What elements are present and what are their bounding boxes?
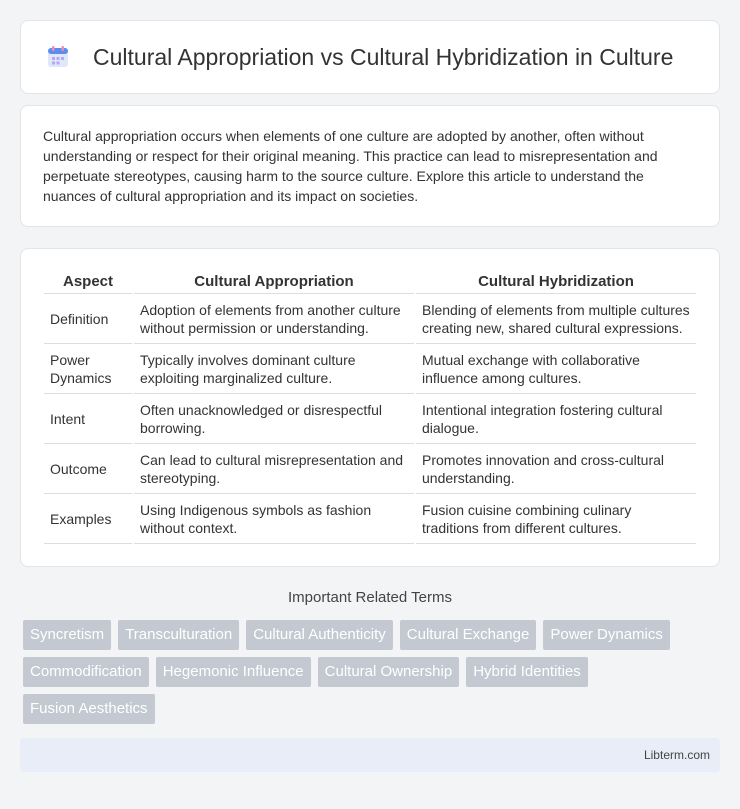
- row-aspect: Power Dynamics: [44, 344, 132, 394]
- table-row: [44, 444, 696, 494]
- header-hybridization: Cultural Hybridization: [416, 269, 696, 294]
- row-appropriation: Adoption of elements from another culture without permission or understanding.: [134, 294, 414, 344]
- row-aspect: Outcome: [44, 444, 132, 494]
- tag-commodification[interactable]: Commodification: [23, 657, 149, 687]
- footer: [20, 738, 720, 772]
- row-hybridization: Intentional integration fostering cultural dialogue.: [416, 394, 696, 444]
- row-hybridization: Blending of elements from multiple cultures creating new, shared cultural expressions.: [416, 294, 696, 344]
- tag-power-dynamics[interactable]: Power Dynamics: [543, 620, 670, 650]
- tag-cultural-exchange[interactable]: Cultural Exchange: [400, 620, 537, 650]
- tag-transculturation[interactable]: Transculturation: [118, 620, 239, 650]
- tag-syncretism[interactable]: Syncretism: [23, 620, 111, 650]
- footer-site-link[interactable]: Libterm.com: [643, 748, 710, 762]
- tag-hegemonic-influence[interactable]: Hegemonic Influence: [156, 657, 311, 687]
- row-appropriation: Often unacknowledged or disrespectful borrowing.: [134, 394, 414, 444]
- row-hybridization: Mutual exchange with collaborative influence among cultures.: [416, 344, 696, 394]
- row-aspect: Definition: [44, 294, 132, 344]
- row-hybridization: Promotes innovation and cross-cultural understanding.: [416, 444, 696, 494]
- table-header-row: [44, 269, 696, 294]
- tag-cultural-authenticity[interactable]: Cultural Authenticity: [246, 620, 393, 650]
- row-appropriation: Typically involves dominant culture exploiting marginalized culture.: [134, 344, 414, 394]
- tag-hybrid-identities[interactable]: Hybrid Identities: [466, 657, 588, 687]
- related-terms-title: Important Related Terms: [288, 589, 452, 606]
- intro-card: [20, 105, 720, 227]
- comparison-card: [20, 248, 720, 567]
- tag-fusion-aesthetics[interactable]: Fusion Aesthetics: [23, 694, 155, 724]
- header-card: [20, 20, 720, 94]
- row-aspect: Intent: [44, 394, 132, 444]
- header-appropriation: Cultural Appropriation: [134, 269, 414, 294]
- calendar-icon: [45, 44, 71, 70]
- row-appropriation: Using Indigenous symbols as fashion without context.: [134, 494, 414, 544]
- header-aspect: Aspect: [44, 269, 132, 294]
- comparison-table: [42, 269, 698, 544]
- tag-cultural-ownership[interactable]: Cultural Ownership: [318, 657, 460, 687]
- intro-text: Cultural appropriation occurs when elements of one culture are adopted by another, often without understanding or respect for their original meaning. This practice can lead to misrepresentation and perpetuate stereotypes, causing harm to the source culture. Explore this article to understand the nuances of cultural appropriation and its impact on societies.: [43, 128, 658, 204]
- row-appropriation: Can lead to cultural misrepresentation and stereotyping.: [134, 444, 414, 494]
- table-row: [44, 344, 696, 394]
- row-aspect: Examples: [44, 494, 132, 544]
- page-title: Cultural Appropriation vs Cultural Hybridization in Culture: [93, 43, 674, 70]
- table-row: [44, 394, 696, 444]
- table-row: [44, 294, 696, 344]
- related-terms-list: [20, 620, 720, 724]
- row-hybridization: Fusion cuisine combining culinary traditions from different cultures.: [416, 494, 696, 544]
- table-row: [44, 494, 696, 544]
